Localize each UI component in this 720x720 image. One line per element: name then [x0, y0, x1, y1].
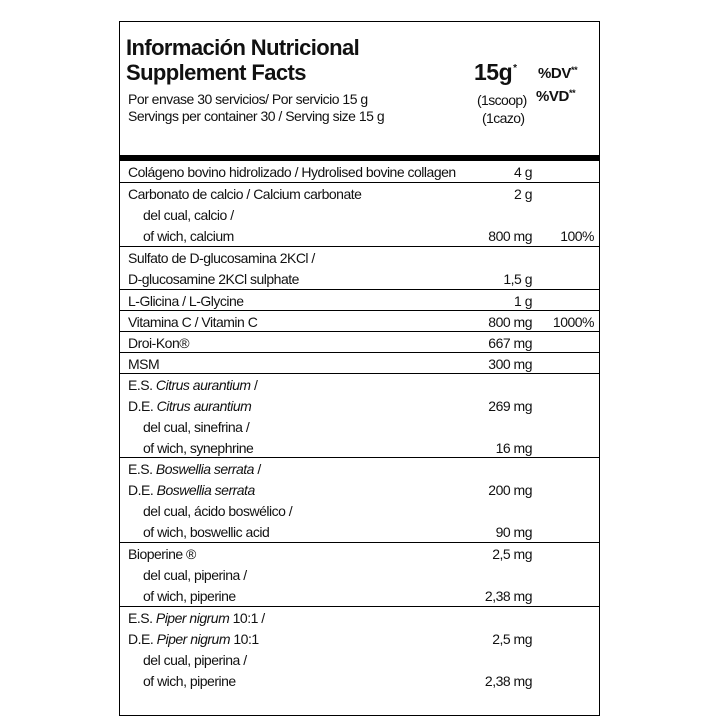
nutrient-name-part: E.S.	[128, 461, 156, 477]
dv-en-asterisks: **	[570, 65, 578, 75]
nutrient-name-part: Citrus aurantium	[155, 377, 251, 393]
nutrient-line	[120, 332, 599, 353]
nutrient-name-part: D.E.	[128, 482, 157, 498]
nutrient-name	[128, 293, 244, 309]
nutrient-name	[128, 546, 196, 562]
nutrient-line	[120, 521, 599, 542]
nutrient-name	[128, 356, 159, 372]
nutrient-row	[120, 311, 599, 332]
nutrient-name	[143, 207, 234, 223]
nutrient-name-part: of wich, piperine	[143, 588, 236, 604]
title-english: Supplement Facts	[126, 60, 306, 85]
nutrient-name-part: del cual, ácido boswélico /	[143, 503, 293, 519]
nutrient-line	[120, 290, 599, 311]
nutrient-name-part: of wich, piperine	[143, 673, 236, 689]
serving-amount-value: 15g	[474, 59, 513, 85]
nutrient-name-part: D.E.	[128, 631, 157, 647]
nutrient-name-part: /	[253, 461, 261, 477]
nutrient-row	[120, 290, 599, 311]
nutrient-amount: 200 mg	[488, 482, 532, 498]
nutrient-name	[143, 567, 247, 583]
nutrient-line	[120, 564, 599, 585]
supplement-facts-label	[119, 21, 600, 716]
dv-es-label: %VD	[536, 88, 569, 105]
nutrient-name-part: Piper nigrum	[155, 610, 230, 626]
nutrient-name-part: Vitamina C / Vitamin C	[128, 314, 258, 330]
nutrient-row	[120, 353, 599, 374]
nutrient-line	[120, 416, 599, 437]
nutrient-name-part: of wich, calcium	[143, 228, 234, 244]
nutrient-line	[120, 395, 599, 416]
nutrient-row	[120, 374, 599, 458]
nutrient-name-part: of wich, boswellic acid	[143, 524, 270, 540]
nutrient-name	[143, 524, 269, 540]
nutrient-line	[120, 204, 599, 225]
nutrient-name	[128, 164, 456, 180]
nutrient-amount: 300 mg	[488, 356, 532, 372]
title-spanish: Información Nutricional	[126, 35, 360, 60]
nutrient-line	[120, 437, 599, 458]
nutrient-name-part: Sulfato de D-glucosamina 2KCl /	[128, 250, 315, 266]
nutrient-name-part: Bioperine ®	[128, 546, 196, 562]
nutrient-name	[143, 673, 236, 689]
nutrient-line	[120, 183, 599, 204]
nutrient-name-part: Carbonato de calcio / Calcium carbonate	[128, 186, 362, 202]
nutrient-name-part: Colágeno bovino hidrolizado / Hydrolised bovine collagen	[128, 164, 456, 180]
nutrient-name-part: MSM	[128, 356, 160, 372]
nutrient-amount: 90 mg	[495, 524, 532, 540]
nutrient-daily-value: 100%	[560, 228, 594, 244]
nutrient-amount: 2,5 mg	[492, 631, 532, 647]
nutrient-name-part: /	[250, 377, 258, 393]
nutrient-line	[120, 585, 599, 606]
nutrient-daily-value: 1000%	[552, 314, 594, 330]
nutrient-name	[128, 482, 255, 498]
nutrient-name-part: 10:1	[230, 631, 259, 647]
dv-es-asterisks: **	[568, 88, 576, 98]
nutrient-table	[120, 161, 599, 691]
nutrient-name	[143, 652, 247, 668]
nutrient-amount: 2 g	[514, 186, 532, 202]
nutrient-name-part: del cual, calcio /	[143, 207, 234, 223]
nutrient-name	[128, 271, 299, 287]
nutrient-name-part: of wich, synephrine	[143, 440, 254, 456]
nutrient-name	[128, 461, 261, 477]
nutrient-row	[120, 332, 599, 353]
nutrient-line	[120, 458, 599, 479]
nutrient-amount: 667 mg	[488, 335, 532, 351]
nutrient-row	[120, 607, 599, 691]
nutrient-name	[128, 610, 265, 626]
nutrient-row	[120, 183, 599, 247]
nutrient-amount: 1 g	[514, 293, 532, 309]
nutrient-name-part: del cual, piperina /	[143, 652, 247, 668]
nutrient-line	[120, 225, 599, 246]
daily-value-header-es	[536, 89, 575, 104]
nutrient-line	[120, 543, 599, 564]
nutrient-amount: 2,5 mg	[492, 546, 532, 562]
nutrient-line	[120, 649, 599, 670]
serving-amount	[474, 61, 517, 84]
nutrient-name-part: Citrus aurantium	[156, 398, 252, 414]
nutrient-amount: 16 mg	[495, 440, 532, 456]
nutrient-name	[143, 588, 236, 604]
scoop-note-spanish: (1cazo)	[482, 110, 525, 126]
nutrient-line	[120, 374, 599, 395]
nutrient-name	[128, 314, 257, 330]
nutrient-line	[120, 353, 599, 374]
dv-en-label: %DV	[538, 65, 571, 82]
nutrient-row	[120, 161, 599, 183]
nutrient-amount: 2,38 mg	[484, 673, 532, 689]
nutrient-line	[120, 311, 599, 332]
nutrient-amount: 800 mg	[488, 314, 532, 330]
nutrient-row	[120, 247, 599, 290]
nutrient-name-part: Boswellia serrata	[155, 461, 254, 477]
nutrient-amount: 800 mg	[488, 228, 532, 244]
daily-value-header-en	[538, 66, 577, 81]
nutrient-name-part: Boswellia serrata	[156, 482, 255, 498]
servings-info-spanish: Por envase 30 servicios/ Por servicio 15 g	[128, 91, 368, 107]
nutrient-name	[128, 250, 315, 266]
nutrient-name	[143, 440, 253, 456]
nutrient-amount: 269 mg	[488, 398, 532, 414]
nutrient-name-part: D-glucosamine 2KCl sulphate	[128, 271, 299, 287]
nutrient-row	[120, 458, 599, 543]
nutrient-name	[143, 228, 234, 244]
nutrient-name-part: E.S.	[128, 610, 156, 626]
serving-asterisk: *	[513, 63, 517, 74]
nutrient-name-part: L-Glicina / L-Glycine	[128, 293, 244, 309]
nutrient-line	[120, 247, 599, 268]
nutrient-line	[120, 607, 599, 628]
nutrient-line	[120, 479, 599, 500]
nutrient-name	[128, 186, 361, 202]
nutrient-name	[128, 335, 189, 351]
nutrient-name-part: E.S.	[128, 377, 156, 393]
servings-info-english: Servings per container 30 / Serving size 15 g	[128, 108, 385, 124]
nutrient-name-part: del cual, sinefrina /	[143, 419, 250, 435]
nutrient-name	[143, 503, 292, 519]
nutrient-name-part: Piper nigrum	[156, 631, 230, 647]
nutrient-name	[128, 631, 259, 647]
nutrient-amount: 1,5 g	[503, 271, 532, 287]
nutrient-name-part: D.E.	[128, 398, 157, 414]
nutrient-line	[120, 670, 599, 691]
nutrient-amount: 4 g	[514, 164, 532, 180]
nutrient-name-part: del cual, piperina /	[143, 567, 247, 583]
nutrient-name-part: 10:1 /	[229, 610, 265, 626]
nutrient-row	[120, 543, 599, 607]
nutrient-line	[120, 268, 599, 289]
scoop-note-english: (1scoop)	[477, 92, 527, 108]
nutrient-name	[143, 419, 249, 435]
nutrient-name	[128, 398, 251, 414]
nutrient-amount: 2,38 mg	[484, 588, 532, 604]
nutrient-name-part: Droi-Kon®	[128, 335, 190, 351]
nutrient-line	[120, 500, 599, 521]
nutrient-line	[120, 628, 599, 649]
nutrient-name	[128, 377, 257, 393]
nutrient-line	[120, 161, 599, 182]
